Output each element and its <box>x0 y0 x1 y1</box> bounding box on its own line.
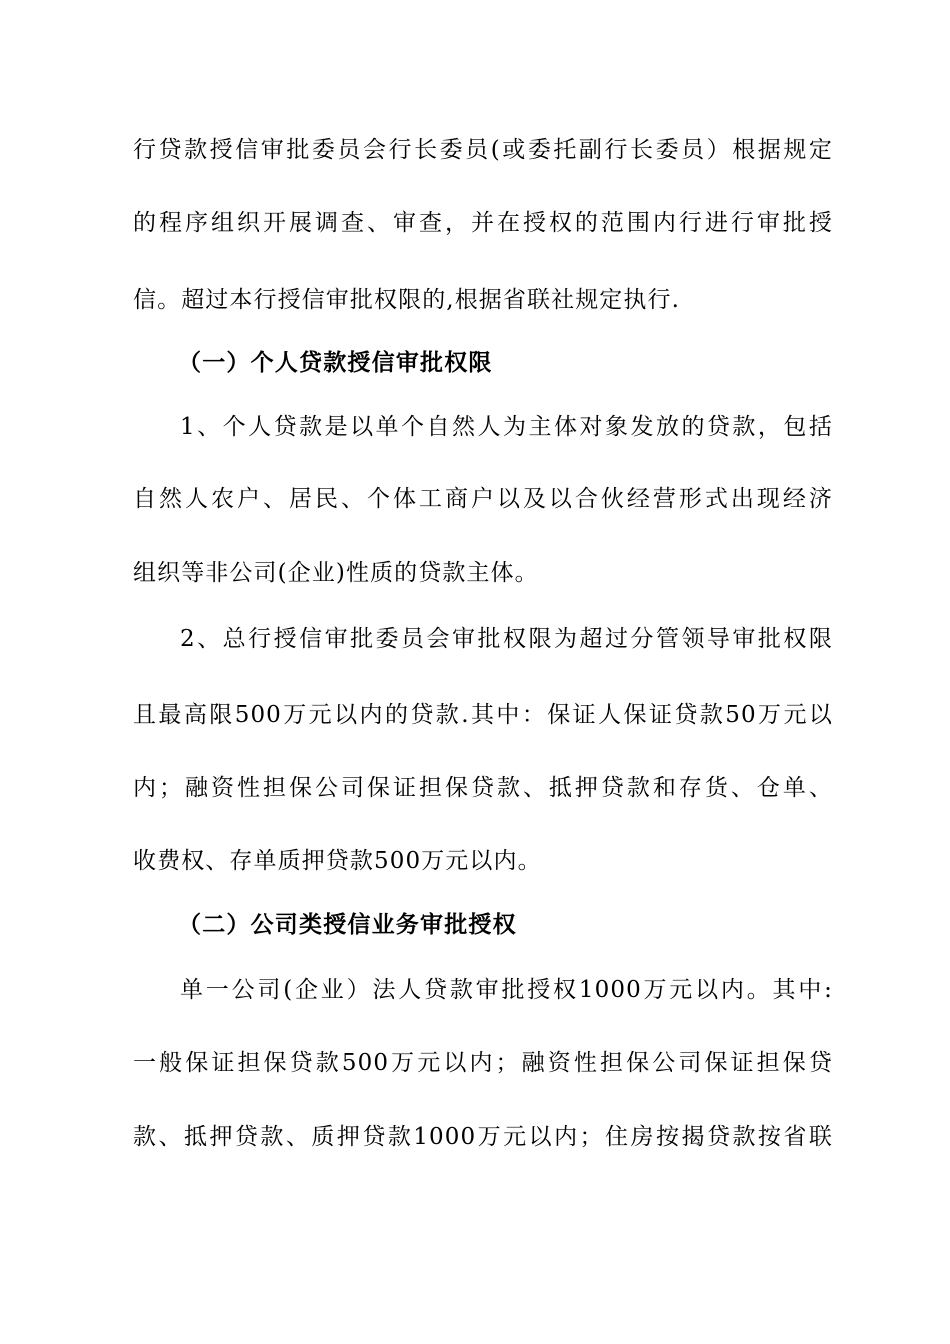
paragraph-line: 收费权、存单质押贷款500万元以内。 <box>133 848 542 874</box>
paragraph-line: 自然人农户、居民、个体工商户以及以合伙经营形式出现经济 <box>133 486 833 512</box>
paragraph-line: 1、个人贷款是以单个自然人为主体对象发放的贷款，包括 <box>180 414 833 440</box>
paragraph-line: 款、抵押贷款、质押贷款1000万元以内；住房按揭贷款按省联 <box>133 1124 833 1150</box>
paragraph-line: 内；融资性担保公司保证担保贷款、抵押贷款和存货、仓单、 <box>133 775 833 801</box>
section-heading-personal-loans: （一）个人贷款授信审批权限 <box>178 349 493 376</box>
paragraph-line: 组织等非公司(企业)性质的贷款主体。 <box>133 560 539 586</box>
section-heading-corporate-credit: （二）公司类授信业务审批授权 <box>178 911 517 938</box>
paragraph-line: 单一公司(企业）法人贷款审批授权1000万元以内。其中: <box>180 977 833 1003</box>
paragraph-line: 且最高限500万元以内的贷款.其中：保证人保证贷款50万元以 <box>133 702 833 728</box>
paragraph-line: 行贷款授信审批委员会行长委员(或委托副行长委员）根据规定 <box>133 137 833 163</box>
paragraph-line: 的程序组织开展调查、审查，并在授权的范围内行进行审批授 <box>133 210 833 236</box>
paragraph-line: 2、总行授信审批委员会审批权限为超过分管领导审批权限 <box>180 626 833 652</box>
paragraph-line: 信。超过本行授信审批权限的,根据省联社规定执行. <box>133 287 681 313</box>
paragraph-line: 一般保证担保贷款500万元以内；融资性担保公司保证担保贷 <box>133 1050 833 1076</box>
